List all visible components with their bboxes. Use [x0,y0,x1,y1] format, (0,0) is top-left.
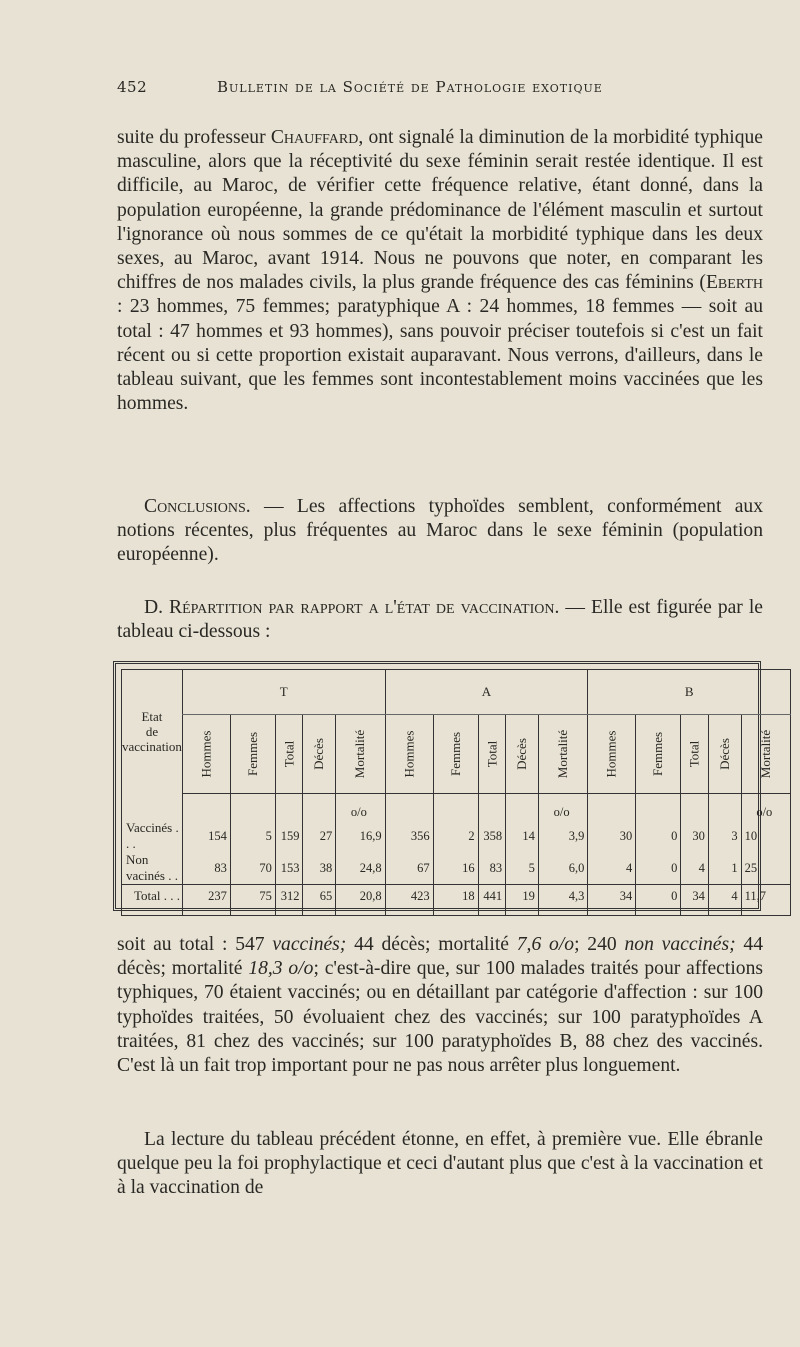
cell: 2 [433,820,478,852]
group-header-t: T [182,670,385,715]
cell: 34 [681,885,709,908]
table-row [122,820,791,852]
cell: 11,7 [741,885,790,908]
col-header: Décès [303,715,336,794]
cell: 5 [506,852,539,885]
cell: 3,9 [538,820,587,852]
unit-label: o/o [741,802,790,820]
cell: 358 [478,820,506,852]
cell: 423 [385,885,433,908]
eberth-label: Eberth [705,272,763,294]
unit-label: o/o [336,802,385,820]
col-header: Mortalité [538,715,587,794]
column-headers [122,715,791,794]
conclusions-heading: Conclusions. [144,496,251,517]
cell: 312 [275,885,303,908]
running-title: Bulletin de la Société de Pathologie exotique [217,78,603,96]
cell: 27 [303,820,336,852]
col-header: Mortalité [741,715,790,794]
cell: 18 [433,885,478,908]
cell: 153 [275,852,303,885]
paragraph-section-d: D. Répartition par rapport a l'état de vaccination. — Elle est figurée par le tableau ci-dessous : [117,597,763,643]
row-label: Non vacinés . . [126,852,178,883]
paragraph-1: suite du professeur Chauffard, ont signalé la diminution de la morbidité typhique masculine, alors que la réceptivité du sexe féminin serait restée identique. Il est difficile, au Maroc, de vérifier cette fréquence relative, étant donné, dans la population européenne, la grande prédominance de l'élément masculin et surtout l'ignorance où nous sommes de ce qu'était la morbidité typhique dans les deux sexes, au Maroc, avant 1914. Nous ne pouvons que noter, en comparant les chiffres de nos malades civils, la plus grande fréquence des cas féminins (Eberth : 23 hommes, 75 femmes; paratyphique A : 24 hommes, 18 femmes — soit au total : 47 hommes et 93 hommes), sans pouvoir préciser toutefois si c'est un fait récent ou si cette proportion existait auparavant. Nous verrons, d'ailleurs, dans le tableau suivant, que les femmes sont incontestablement moins vaccinées que les hommes. [117,127,763,415]
cell: 154 [182,820,230,852]
cell: 19 [506,885,539,908]
cell: 25 [741,852,790,885]
cell: 0 [636,852,681,885]
vaccination-table [121,669,791,916]
cell: 24,8 [336,852,385,885]
cell: 237 [182,885,230,908]
cell: 6,0 [538,852,587,885]
col-header: Hommes [385,715,433,794]
cell: 14 [506,820,539,852]
cell: 4,3 [538,885,587,908]
page-number: 452 [117,78,148,96]
cell: 16 [433,852,478,885]
col-header: Femmes [230,715,275,794]
vaccination-table-frame [113,661,773,911]
cell: 4 [708,885,741,908]
unit-row [122,802,791,820]
group-header-b: B [588,670,791,715]
cell: 159 [275,820,303,852]
col-header: Mortalité [336,715,385,794]
cell: 4 [681,852,709,885]
col-header: Décès [506,715,539,794]
cell: 83 [478,852,506,885]
cell: 38 [303,852,336,885]
col-header: Femmes [636,715,681,794]
cell: 3 [708,820,741,852]
cell: 16,9 [336,820,385,852]
cell: 34 [588,885,636,908]
cell: 75 [230,885,275,908]
cell: 356 [385,820,433,852]
cell: 1 [708,852,741,885]
row-label: Vaccinés . . . [126,820,179,851]
row-label: Total . . . [122,885,183,908]
paragraph-5: La lecture du tableau précédent étonne, en effet, à première vue. Elle ébranle quelque peu la foi prophylactique et ceci d'autant plus que c'est à la vaccination et à la vaccination de [117,1129,763,1199]
col-header: Femmes [433,715,478,794]
cell: 83 [182,852,230,885]
section-d-heading: D. Répartition par rapport a l'état de vaccination. [144,597,560,618]
cell: 65 [303,885,336,908]
author-name: Chauffard [270,127,359,148]
col-header: Hommes [588,715,636,794]
cell: 4 [588,852,636,885]
cell: 20,8 [336,885,385,908]
table-row [122,852,791,885]
cell: 0 [636,885,681,908]
stub-header: Etat de vaccination [122,709,182,755]
paragraph-4: soit au total : 547 vaccinés; 44 décès; mortalité 7,6 o/o; 240 non vaccinés; 44 décès; mortalité 18,3 o/o; c'est-à-dire que, sur 100 malades traités pour affections typhiques, 70 étaient vaccinés; ou en détaillant par catégorie d'affection : sur 100 typhoïdes traitées, 50 évoluaient chez des vaccinés; sur 100 paratyphoïdes A traitées, 81 chez des vaccinés; sur 100 paratyphoïdes B, 88 chez des vaccinés. C'est là un fait trop important pour ne pas nous arrêter plus longuement. [117,934,763,1077]
col-header: Total [275,715,303,794]
cell: 0 [636,820,681,852]
col-header: Total [681,715,709,794]
col-header: Hommes [182,715,230,794]
cell: 30 [588,820,636,852]
col-header: Décès [708,715,741,794]
cell: 70 [230,852,275,885]
cell: 441 [478,885,506,908]
cell: 67 [385,852,433,885]
table-row-total [122,885,791,908]
cell: 5 [230,820,275,852]
unit-label: o/o [538,802,587,820]
cell: 30 [681,820,709,852]
group-header-a: A [385,670,588,715]
paragraph-conclusions: Conclusions. — Les affections typhoïdes semblent, conformément aux notions récentes, plus fréquentes au Maroc dans le sexe féminin (population européenne). [117,496,763,566]
col-header: Total [478,715,506,794]
cell: 10 [741,820,790,852]
